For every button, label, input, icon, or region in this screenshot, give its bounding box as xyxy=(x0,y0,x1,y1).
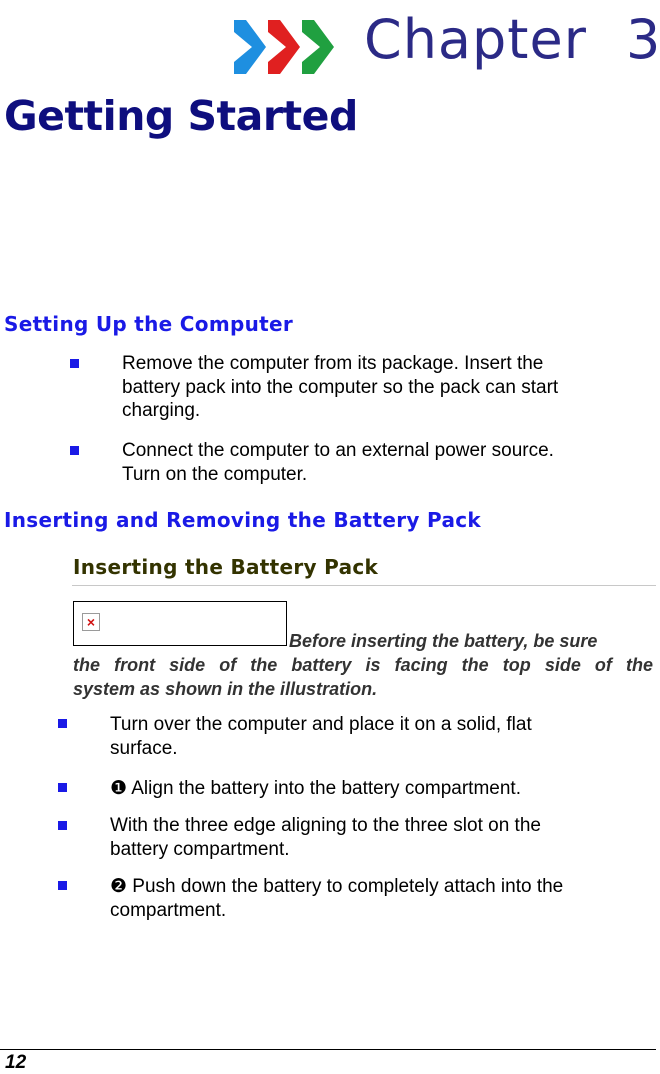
section-heading-battery: Inserting and Removing the Battery Pack xyxy=(4,508,482,532)
chapter-label: Chapter xyxy=(364,8,587,71)
page-number: 12 xyxy=(5,1052,27,1073)
subheading-rule xyxy=(72,585,656,586)
note-text-line: system as shown in the illustration. xyxy=(73,679,378,699)
list-item xyxy=(110,875,563,922)
red-arrow-icon xyxy=(268,20,300,74)
green-arrow-icon xyxy=(302,20,334,74)
bullet-square-icon xyxy=(70,359,79,368)
list-item-line: With the three edge aligning to the three slot on the xyxy=(110,815,541,836)
chapter-arrows-icon xyxy=(232,16,336,78)
list-item-line: battery pack into the computer so the pack can start xyxy=(122,376,559,398)
note-text-line: Before inserting the battery, be sure xyxy=(289,631,598,651)
subsection-heading: Inserting the Battery Pack xyxy=(73,555,379,579)
list-item xyxy=(110,713,532,760)
bullet-square-icon xyxy=(58,821,67,830)
section-heading-setup: Setting Up the Computer xyxy=(4,312,294,336)
list-item-line: ❷ Push down the battery to completely attach into the xyxy=(110,876,564,897)
list-item-line: Remove the computer from its package. Insert the xyxy=(122,353,544,374)
illustration-placeholder xyxy=(73,601,287,646)
list-item-line: Turn over the computer and place it on a solid, flat xyxy=(110,714,532,735)
list-item-line: surface. xyxy=(110,737,178,759)
list-item-line: Turn on the computer. xyxy=(122,463,308,485)
list-item-line: Connect the computer to an external power source. xyxy=(122,440,554,461)
bullet-square-icon xyxy=(58,719,67,728)
list-item xyxy=(122,352,558,423)
broken-image-icon: × xyxy=(82,613,100,631)
list-item xyxy=(110,777,521,801)
chapter-number: 3 xyxy=(626,8,660,71)
bullet-square-icon xyxy=(58,881,67,890)
blue-arrow-icon xyxy=(234,20,266,74)
list-item-line: battery compartment. xyxy=(110,838,290,860)
list-item-line: charging. xyxy=(122,400,201,421)
footer-rule xyxy=(0,1049,656,1050)
list-item-line: ❶ Align the battery into the battery compartment. xyxy=(110,778,521,799)
note-text-line: the front side of the battery is facing the top side of the xyxy=(73,655,653,675)
bullet-square-icon xyxy=(58,783,67,792)
list-item xyxy=(110,814,541,861)
bullet-square-icon xyxy=(70,446,79,455)
page-title: Getting Started xyxy=(4,92,358,140)
list-item xyxy=(122,439,554,486)
list-item-line: compartment. xyxy=(110,899,227,921)
